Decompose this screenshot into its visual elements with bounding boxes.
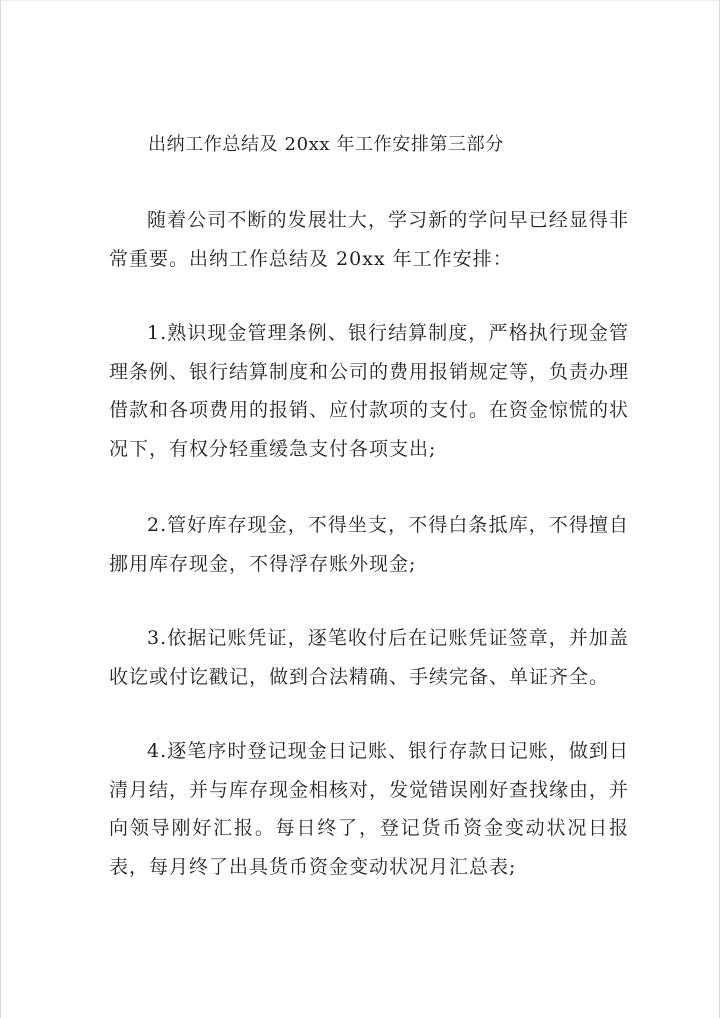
- document-title: 出纳工作总结及 20xx 年工作安排第三部分: [148, 134, 504, 155]
- paragraph-item-4: 4.逐笔序时登记现金日记账、银行存款日记账，做到日清月结，并与库存现金相核对，发觉错误刚好查找缘由，并向领导刚好汇报。每日终了，登记货币资金变动状况日报表，每月终了出具货币资金变动状况月汇总表;: [109, 740, 630, 878]
- paragraph-intro: 随着公司不断的发展壮大，学习新的学问早已经显得非常重要。出纳工作总结及 20xx 年工作安排：: [109, 209, 629, 270]
- paragraph-item-2: 2.管好库存现金，不得坐支，不得白条抵库，不得擅自挪用库存现金，不得浮存账外现金;: [109, 514, 629, 575]
- paragraph-item-1: 1.熟识现金管理条例、银行结算制度，严格执行现金管理条例、银行结算制度和公司的费用报销规定等，负责办理借款和各项费用的报销、应付款项的支付。在资金惊慌的状况下，有权分轻重缓急支付各项支出;: [109, 322, 630, 460]
- paragraph-item-3: 3.依据记账凭证，逐笔收付后在记账凭证签章，并加盖收讫或付讫戳记，做到合法精确、手续完备、单证齐全。: [109, 627, 629, 688]
